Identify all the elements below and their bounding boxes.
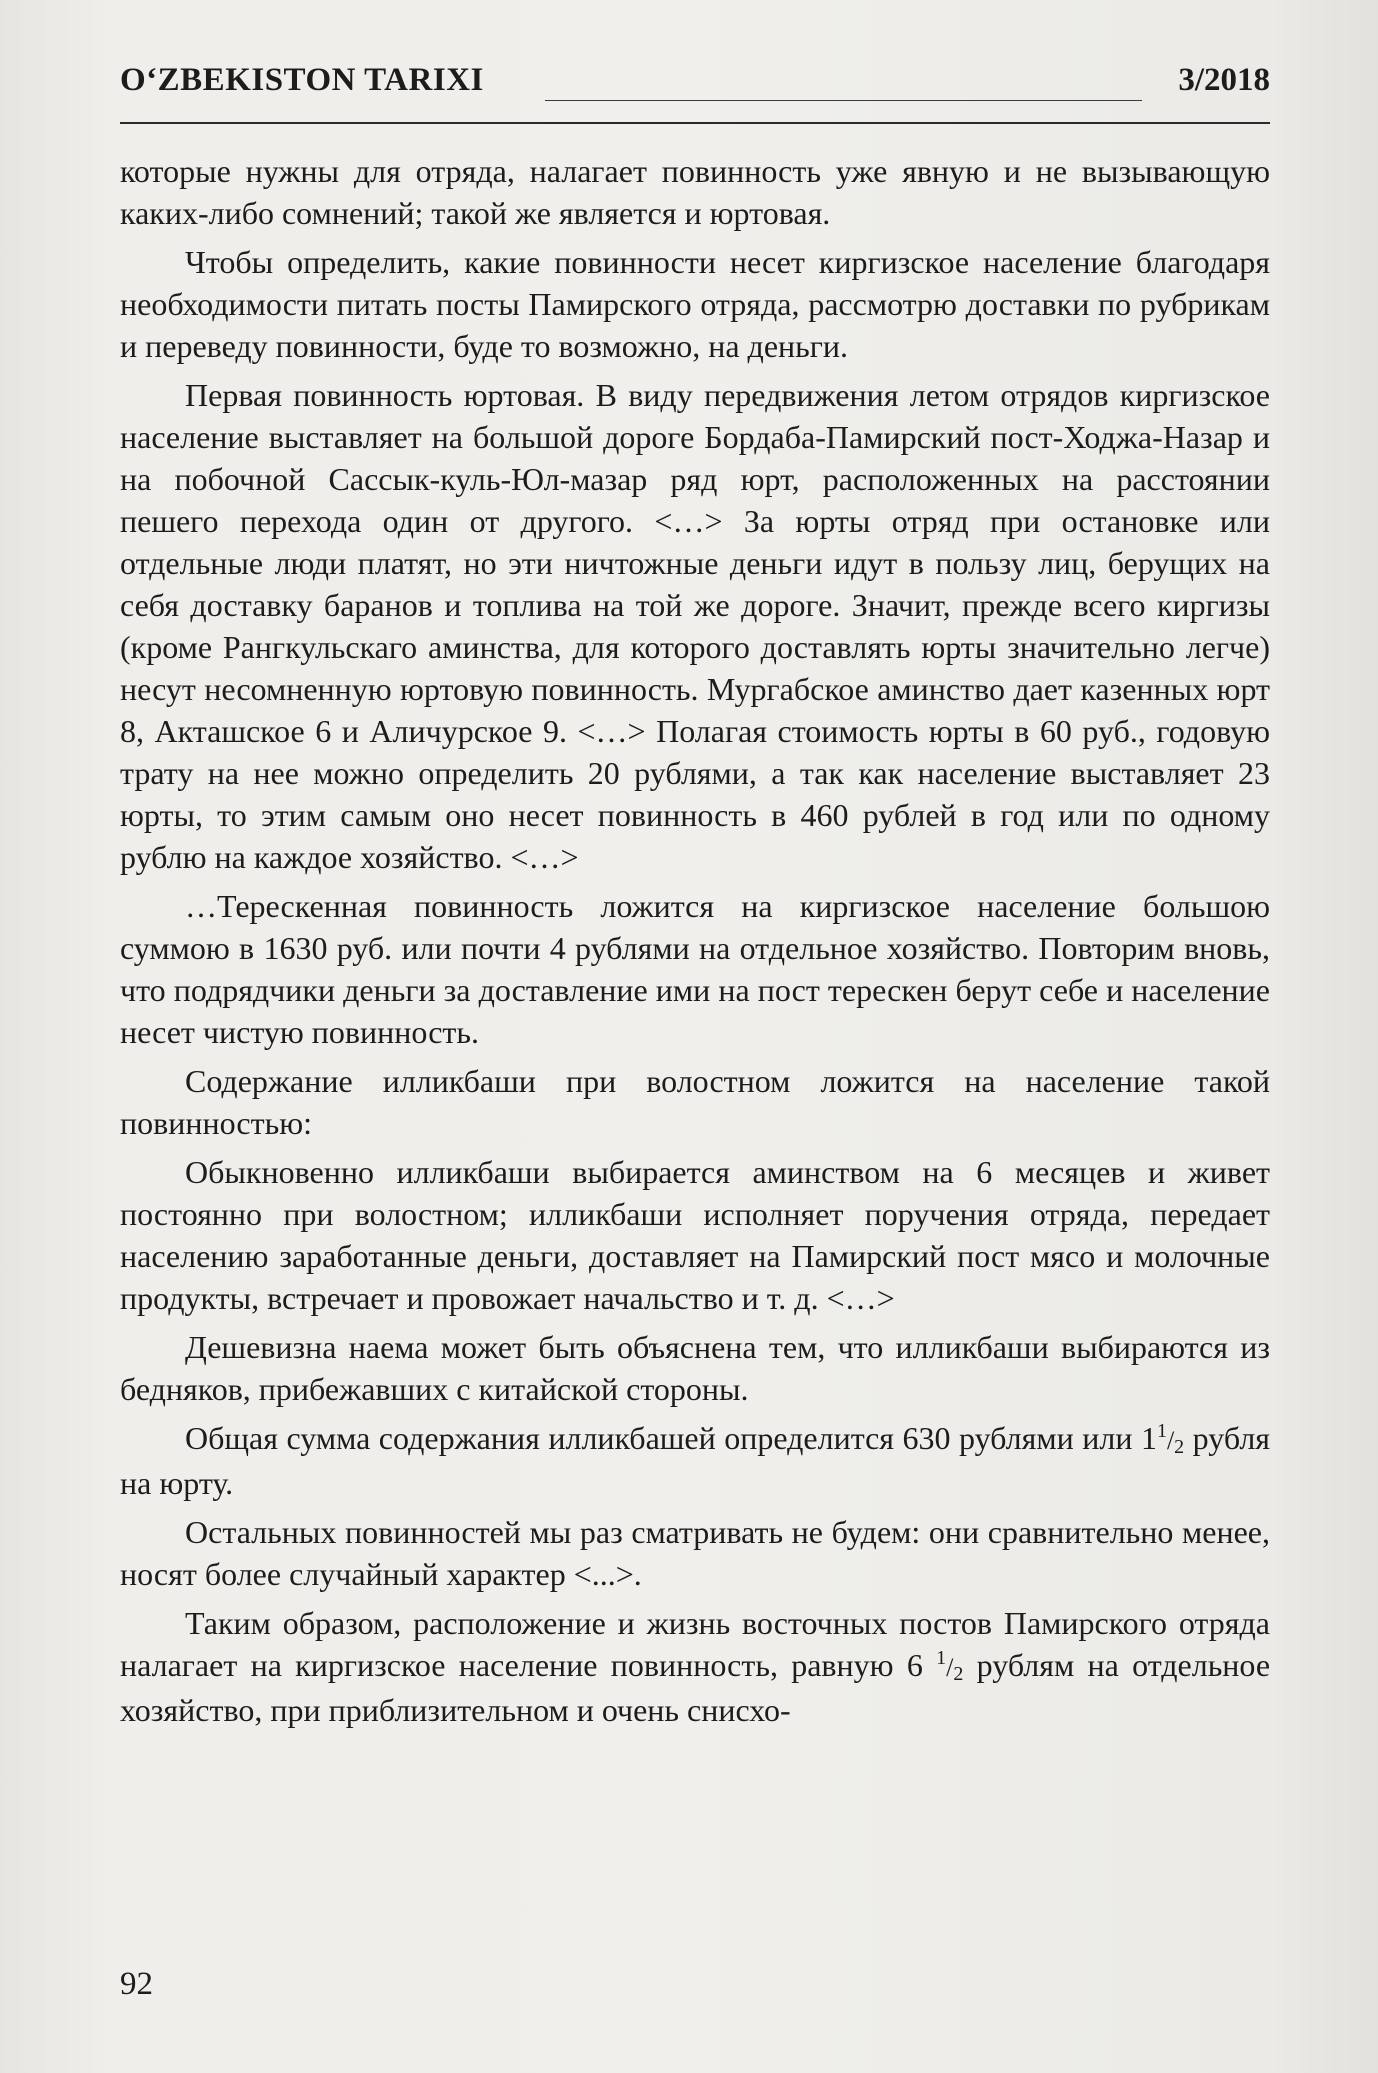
journal-title: O‘ZBEKISTON TARIXI [120, 62, 484, 98]
paragraph-with-fraction [120, 1602, 1270, 1731]
fraction-slash: / [1166, 1426, 1175, 1455]
paragraph-text: Таким образом, расположение и жизнь восточных постов Памирского отряда налагает на киргизское население повинность, равную 6 [120, 1605, 1270, 1683]
paragraph-with-fraction [120, 1417, 1270, 1504]
fraction-denominator: 2 [953, 1663, 964, 1685]
paragraph: Остальных повинностей мы раз сматривать не будем: они сравнительно менее, носят более случайный характер <...>. [120, 1514, 1270, 1592]
issue-number: 3/2018 [1178, 62, 1270, 98]
paragraph: Первая повинность юртовая. В виду передвижения летом отрядов киргизское население выставляет на большой дороге Бордаба-Памирский пост-Ходжа-Назар и на побочной Сассык-куль-Юл-мазар ряд юрт, расположенных на расстоянии пешего перехода один от другого. <…> За юрты отряд при остановке или отдельные люди платят, но эти ничтожные деньги идут в пользу лиц, берущих на себя доставку баранов и топлива на той же дороге. Значит, прежде всего киргизы (кроме Рангкульскаго аминства, для которого доставлять юрты значительно легче) несут несомненную юртовую повинность. Мургабское аминство дает казенных юрт 8, Акташское 6 и Аличурское 9. <…> Полагая стоимость юрты в 60 руб., годовую трату на нее можно определить 20 рублями, а так как население выставляет 23 юрты, то этим самым оно несет повинность в 460 рублей в год или по одному рублю на каждое хозяйство. <…> [120, 377, 1270, 875]
fraction-slash: / [946, 1653, 954, 1682]
header-rule [545, 100, 1142, 101]
paragraph-text-tail: рубля на юрту. [120, 1420, 1270, 1501]
paragraph-text-tail: рублям на отдельное хозяйство, при приблизительном и очень снисхо- [120, 1647, 1271, 1728]
paragraph: Чтобы определить, какие повинности несет киргизское население благодаря необходимости питать посты Памирского отряда, рассмотрю доставки по рубрикам и переведу повинности, буде то возможно, на деньги. [120, 244, 1270, 364]
paragraph: Дешевизна наема может быть объяснена тем, что илликбаши выбираются из бедняков, прибежавших с китайской стороны. [120, 1329, 1270, 1407]
fraction-denominator: 2 [1174, 1436, 1185, 1458]
paragraph-continuation: которые нужны для отряда, налагает повинность уже явную и не вызывающую каких-либо сомнений; такой же является и юртовая. [120, 153, 1270, 231]
paragraph: Содержание илликбаши при волостном ложится на население такой повинностью: [120, 1063, 1270, 1141]
paragraph: …Терескенная повинность ложится на киргизское население большою суммою в 1630 руб. или почти 4 рублями на отдельное хозяйство. Повторим вновь, что подрядчики деньги за доставление ими на пост терескен берут себе и население несет чистую повинность. [120, 888, 1270, 1050]
paragraph: Обыкновенно илликбаши выбирается аминством на 6 месяцев и живет постоянно при волостном; илликбаши исполняет поручения отряда, передает населению заработанные деньги, доставляет на Памирский пост мясо и молочные продукты, встречает и провожает начальство и т. д. <…> [120, 1154, 1270, 1316]
paragraph-text: Общая сумма содержания илликбашей определится 630 рублями или 1 [185, 1420, 1157, 1456]
article-body [120, 150, 1270, 1910]
page-number: 92 [120, 1966, 153, 2002]
running-header [120, 62, 1270, 124]
fraction-numerator: 1 [1156, 1420, 1167, 1442]
fraction-numerator: 1 [936, 1647, 947, 1669]
